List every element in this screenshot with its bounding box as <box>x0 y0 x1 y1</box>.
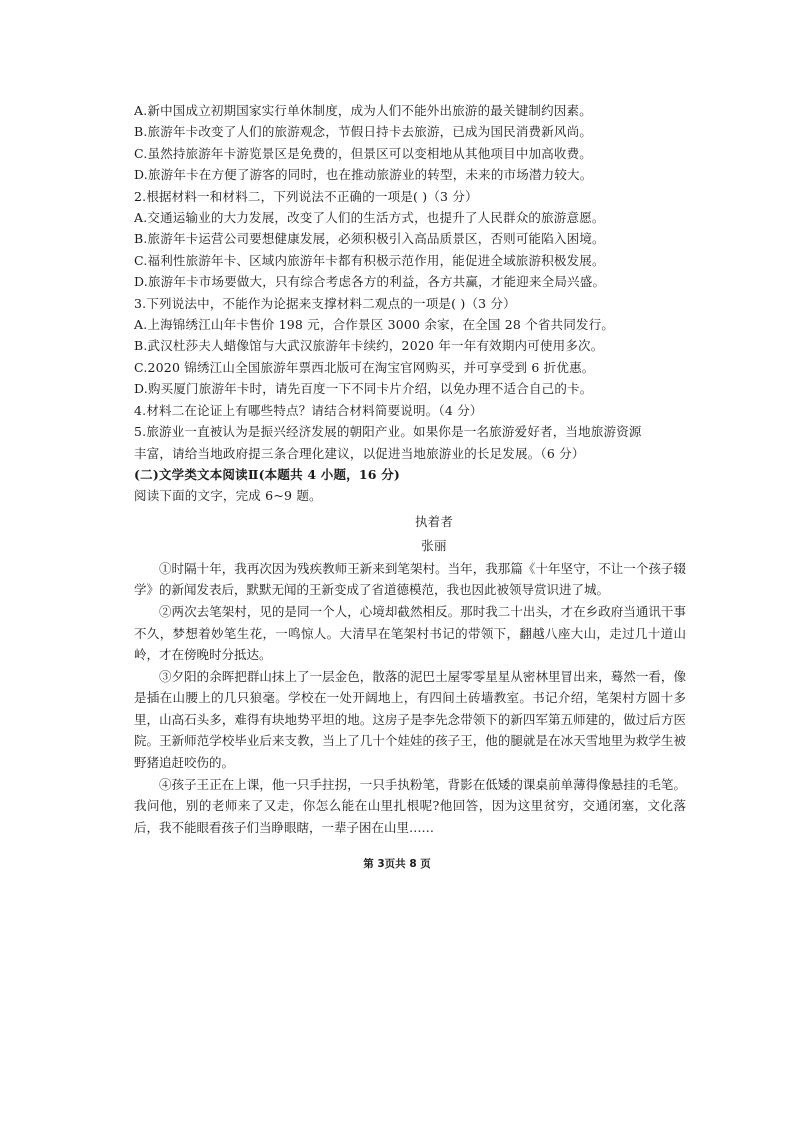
q2-stem: 2.根据材料一和材料二，下列说法不正确的一项是( )（3 分） <box>134 188 478 204</box>
q2-option-d: D.旅游年卡市场要做大，只有综合考虑各方的利益，各方共赢，才能迎来全局兴盛。 <box>134 274 606 290</box>
article-author: 张丽 <box>421 537 447 553</box>
q1-option-a: A.新中国成立初期国家实行单休制度，成为人们不能外出旅游的最关键制约因素。 <box>134 103 592 118</box>
q1-option-d: D.旅游年卡在方便了游客的同时，也在推动旅游业的转型，未来的市场潜力较大。 <box>134 167 593 183</box>
question-5 <box>134 421 734 464</box>
q1-option-b: B.旅游年卡改变了人们的旅游观念，节假日持卡去旅游，已成为国民消费新风尚。 <box>134 124 593 140</box>
question-2 <box>134 186 734 293</box>
article-title: 执着者 <box>414 513 454 529</box>
q3-option-b: B.武汉杜莎夫人蜡像馆与大武汉旅游年卡续约，2020 年一年有效期内可使用多次。 <box>134 338 604 354</box>
article-paragraph-2: ②两次去笔架村，见的是同一个人，心境却截然相反。那时我二十出头，才在乡政府当通讯干事不久，梦想着妙笔生花，一鸣惊人。大清早在笔架村书记的带领下，翻越八座大山，走过几十道山岭，才在傍晚时分抵达。 <box>134 603 686 663</box>
page-footer: 第 3页共 8 页 <box>363 858 431 870</box>
section-heading: (二)文学类文本阅读Ⅱ(本题共 4 小题，16 分) <box>134 466 401 482</box>
q5-line-2: 丰富，请给当地政府提三条合理化建议，以促进当地旅游业的长足发展。（6 分） <box>134 445 585 461</box>
reading-instruction: 阅读下面的文字，完成 6~9 题。 <box>134 488 322 504</box>
question-4: 4.材料二在论证上有哪些特点？请结合材料简要说明。（4 分） <box>134 402 483 418</box>
q3-option-c: C.2020 锦绣江山全国旅游年票西北版可在淘宝官网购买，并可享受到 6 折优惠。 <box>134 359 595 375</box>
q2-option-b: B.旅游年卡运营公司要想健康发展，必须积极引入高品质景区，否则可能陷入困境。 <box>134 231 605 247</box>
q2-option-c: C.福利性旅游年卡、区域内旅游年卡都有积极示范作用，能促进全域旅游积极发展。 <box>134 252 605 268</box>
q5-line-1: 5.旅游业一直被认为是振兴经济发展的朝阳产业。如果你是一名旅游爱好者，当地旅游资源 <box>134 424 642 440</box>
q3-option-a: A.上海锦绣江山年卡售价 198 元，合作景区 3000 余家，在全国 28 个省共同发行。 <box>134 317 615 333</box>
article-paragraph-3: ③夕阳的余晖把群山抹上了一层金色，散落的泥巴土屋零零星星从密林里冒出来，蓦然一看，像是插在山腰上的几只狼毫。学校在一处开阔地上，有四间土砖墙教室。书记介绍，笔架村方圆十多里，山高石头多，难得有块地势平坦的地。这房子是李先念带领下的新四军第五师建的，做过后方医院。王新师范学校毕业后来支教，当上了几十个娃娃的孩子王，他的腿就是在冰天雪地里为救学生被野猪追赶咬伤的。 <box>134 668 686 771</box>
question-3 <box>134 293 734 400</box>
q2-option-a: A.交通运输业的大力发展，改变了人们的生活方式，也提升了人民群众的旅游意愿。 <box>134 210 605 226</box>
q1-options <box>134 100 734 186</box>
q3-option-d: D.购买厦门旅游年卡时，请先百度一下不同卡片介绍，以免办理不适合自己的卡。 <box>134 381 593 397</box>
q1-option-c: C.虽然持旅游年卡游览景区是免费的，但景区可以变相地从其他项目中加高收费。 <box>134 145 592 161</box>
article-header <box>134 510 734 558</box>
article-paragraph-1: ①时隔十年，我再次因为残疾教师王新来到笔架村。当年，我那篇《十年坚守，不让一个孩子辍学》的新闻发表后，默默无闻的王新变成了省道德模范，我也因此被领导赏识进了城。 <box>134 560 686 598</box>
article-paragraph-4: ④孩子王正在上课，他一只手拄拐，一只手执粉笔，背影在低矮的课桌前单薄得像悬挂的毛笔。我问他，别的老师来了又走，你怎么能在山里扎根呢?他回答，因为这里贫穷，交通闭塞，文化落后，我不能眼看孩子们当睁眼瞎，一辈子困在山里…… <box>134 776 686 835</box>
article-body <box>134 558 734 839</box>
q3-stem: 3.下列说法中，不能作为论据来支撑材料二观点的一项是( )（3 分） <box>134 295 516 311</box>
